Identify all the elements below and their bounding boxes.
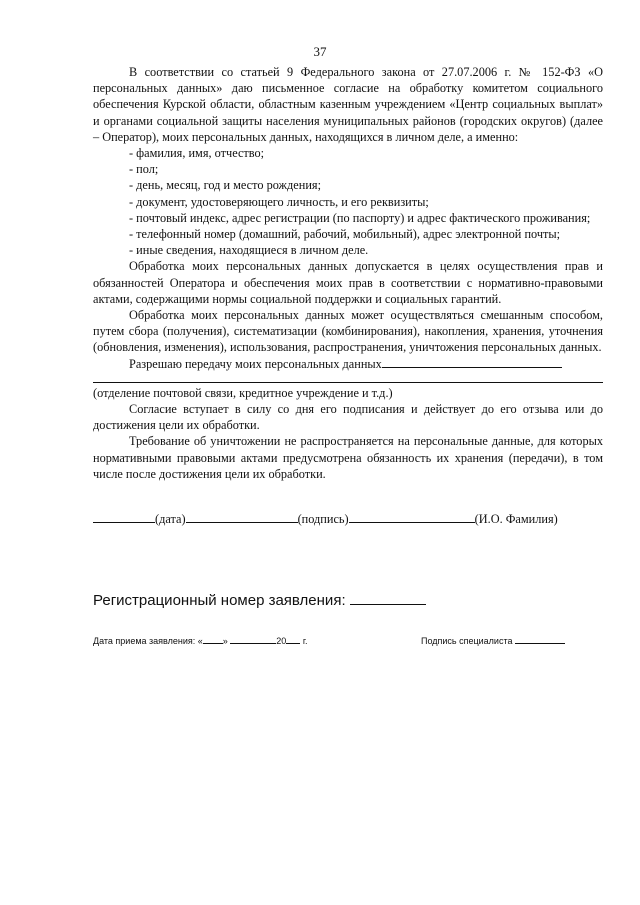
date-received-mid: » — [222, 636, 228, 646]
transfer-recipient-blank[interactable] — [382, 367, 562, 368]
transfer-permission-line — [93, 356, 603, 372]
specialist-signature — [421, 636, 565, 646]
list-item: - фамилия, имя, отчество; — [129, 146, 265, 161]
transfer-note: (отделение почтовой связи, кредитное учреждение и т.д.) — [93, 385, 393, 400]
signature-row — [93, 512, 603, 527]
processing-purpose-paragraph: Обработка моих персональных данных допускается в целях осуществления прав и обязанностей Оператора и обеспечения моих прав в соответствии с нормативно-правовыми актами, содержащими нормы социальной поддержки и социальных гарантий. — [93, 259, 603, 306]
processing-method-paragraph: Обработка моих персональных данных может осуществляться смешанным способом, путем сбора (получения), систематизации (комбинирования), накопления, хранения, уточнения (обновления, изменения), использования, распространения, уничтожения персональных данных. — [93, 308, 603, 355]
specialist-signature-label: Подпись специалиста — [421, 636, 513, 646]
specialist-signature-blank[interactable] — [515, 643, 565, 644]
date-received-suffix: г. — [302, 636, 308, 646]
signature-label: (подпись) — [297, 512, 349, 526]
page-number: 37 — [313, 44, 327, 59]
transfer-recipient-full-line[interactable] — [93, 372, 603, 383]
date-label: (дата) — [155, 512, 186, 526]
date-received-prefix: Дата приема заявления: « — [93, 636, 203, 646]
date-received-month-blank[interactable] — [230, 643, 276, 644]
full-name-blank[interactable] — [349, 522, 475, 523]
list-item: - телефонный номер (домашний, рабочий, мобильный), адрес электронной почты; — [129, 227, 561, 242]
date-received-day-blank[interactable] — [203, 643, 223, 644]
date-received — [93, 636, 308, 646]
list-item: - документ, удостоверяющего личность, и его реквизиты; — [129, 194, 429, 209]
date-received-year: 20 — [276, 636, 287, 646]
signature-blank[interactable] — [186, 522, 298, 523]
registration-number-blank[interactable] — [350, 604, 426, 605]
destruction-paragraph: Требование об уничтожении не распространяется на персональные данные, для которых нормативными правовыми актами предусмотрена обязанность их хранения (передачи), в том числе после достижения цели их обработки. — [93, 434, 603, 481]
registration-label: Регистрационный номер заявления: — [93, 592, 346, 609]
consent-body — [93, 64, 603, 482]
list-item: - иные сведения, находящиеся в личном деле. — [129, 243, 369, 258]
full-name-label: (И.О. Фамилия) — [474, 512, 558, 526]
list-item: - почтовый индекс, адрес регистрации (по паспорту) и адрес фактического проживания; — [129, 210, 591, 225]
intro-paragraph: В соответствии со статьей 9 Федерального закона от 27.07.2006 г. № 152-ФЗ «О персональных данных» даю письменное согласие на обработку комитетом социального обеспечения Курской области, областным казенным учреждением «Центр социальных выплат» и органами социальной защиты населения муниципальных районов (городских округов) (далее – Оператор), моих персональных данных, находящихся в личном деле, а именно: — [93, 65, 603, 144]
list-item: - пол; — [129, 162, 159, 177]
registration-number — [93, 592, 426, 609]
date-received-year-blank[interactable] — [286, 643, 300, 644]
transfer-permission-text: Разрешаю передачу моих персональных данных — [129, 356, 382, 371]
validity-paragraph: Согласие вступает в силу со дня его подписания и действует до его отзыва или до достижения цели их обработки. — [93, 402, 603, 433]
date-blank[interactable] — [93, 522, 155, 523]
list-item: - день, месяц, год и место рождения; — [129, 178, 322, 193]
